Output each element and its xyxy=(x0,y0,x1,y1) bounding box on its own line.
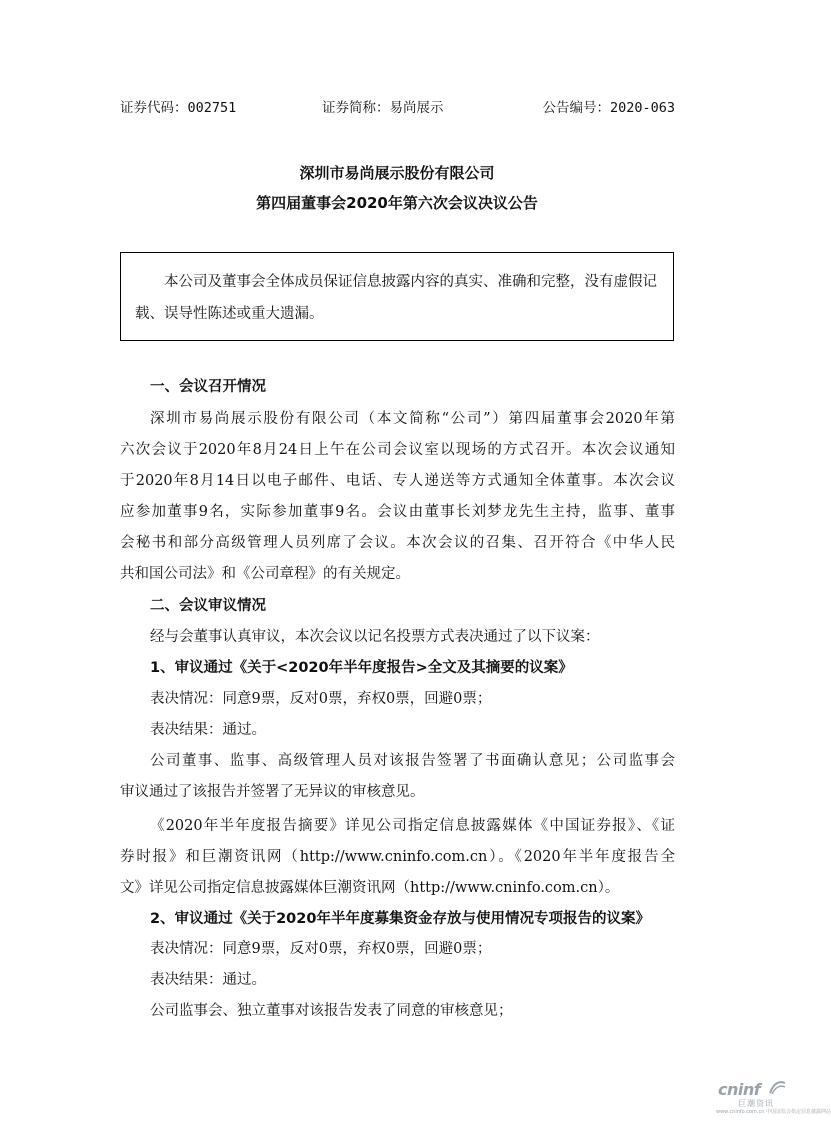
watermark-subtitle: 巨潮资讯 xyxy=(738,1099,774,1108)
item1-heading: 1、审议通过《关于<2020年半年度报告>全文及其摘要的议案》 xyxy=(150,660,573,676)
swoosh-icon xyxy=(768,1080,786,1096)
document-header xyxy=(120,96,675,116)
item1-paragraph-line: 券时报》和巨潮资讯网（http://www.cninfo.com.cn）。《2020年半年度报告全 xyxy=(120,849,675,865)
announcement-title: 第四届董事会2020年第六次会议决议公告 xyxy=(256,194,538,212)
section2-heading: 二、会议审议情况 xyxy=(150,598,266,614)
item2-heading: 2、审议通过《关于2020年半年度募集资金存放与使用情况专项报告的议案》 xyxy=(150,911,650,927)
section1-line: 应参加董事9名，实际参加董事9名。会议由董事长刘梦龙先生主持，监事、董事 xyxy=(120,504,675,520)
item1-paragraph-line: 审议通过了该报告并签署了无异议的审核意见。 xyxy=(120,784,425,800)
cninfo-watermark-logo xyxy=(716,1080,831,1120)
company-title: 深圳市易尚展示股份有限公司 xyxy=(299,164,495,182)
item1-vote: 表决情况：同意9票，反对0票，弃权0票，回避0票； xyxy=(150,691,492,707)
item2-paragraph: 公司监事会、独立董事对该报告发表了同意的审核意见； xyxy=(150,1003,513,1019)
item2-vote: 表决情况：同意9票，反对0票，弃权0票，回避0票； xyxy=(150,941,492,957)
disclaimer-box: 本公司及董事会全体成员保证信息披露内容的真实、准确和完整，没有虚假记载、误导性陈述或重大遗漏。 xyxy=(120,252,674,341)
watermark-brand: cninf xyxy=(718,1080,761,1099)
item1-paragraph-line: 公司董事、监事、高级管理人员对该报告签署了书面确认意见；公司监事会 xyxy=(150,753,675,769)
section1-line: 会秘书和部分高级管理人员列席了会议。本次会议的召集、召开符合《中华人民 xyxy=(120,535,675,551)
watermark-url: www.cninfo.com.cn 中国证监会指定信息披露网站 xyxy=(716,1109,831,1115)
item1-result: 表决结果：通过。 xyxy=(150,722,266,738)
section1-line: 深圳市易尚展示股份有限公司（本文简称“公司”）第四届董事会2020年第 xyxy=(150,411,675,427)
section1-heading: 一、会议召开情况 xyxy=(150,379,266,395)
section2-intro: 经与会董事认真审议，本次会议以记名投票方式表决通过了以下议案： xyxy=(150,629,600,645)
item1-paragraph-line: 《2020年半年度报告摘要》详见公司指定信息披露媒体《中国证券报》、《证 xyxy=(150,818,675,834)
stock-code: 证券代码：002751 xyxy=(120,100,237,116)
stock-short-name: 证券简称：易尚展示 xyxy=(322,100,444,116)
section1-line: 六次会议于2020年8月24日上午在公司会议室以现场的方式召开。本次会议通知 xyxy=(120,442,675,458)
section1-line: 于2020年8月14日以电子邮件、电话、专人递送等方式通知全体董事。本次会议 xyxy=(120,473,675,489)
notice-number: 公告编号：2020-063 xyxy=(542,100,675,116)
section1-line: 共和国公司法》和《公司章程》的有关规定。 xyxy=(120,566,410,582)
item1-paragraph-line: 文》详见公司指定信息披露媒体巨潮资讯网（http://www.cninfo.com.cn）。 xyxy=(120,880,620,896)
item2-result: 表决结果：通过。 xyxy=(150,972,266,988)
